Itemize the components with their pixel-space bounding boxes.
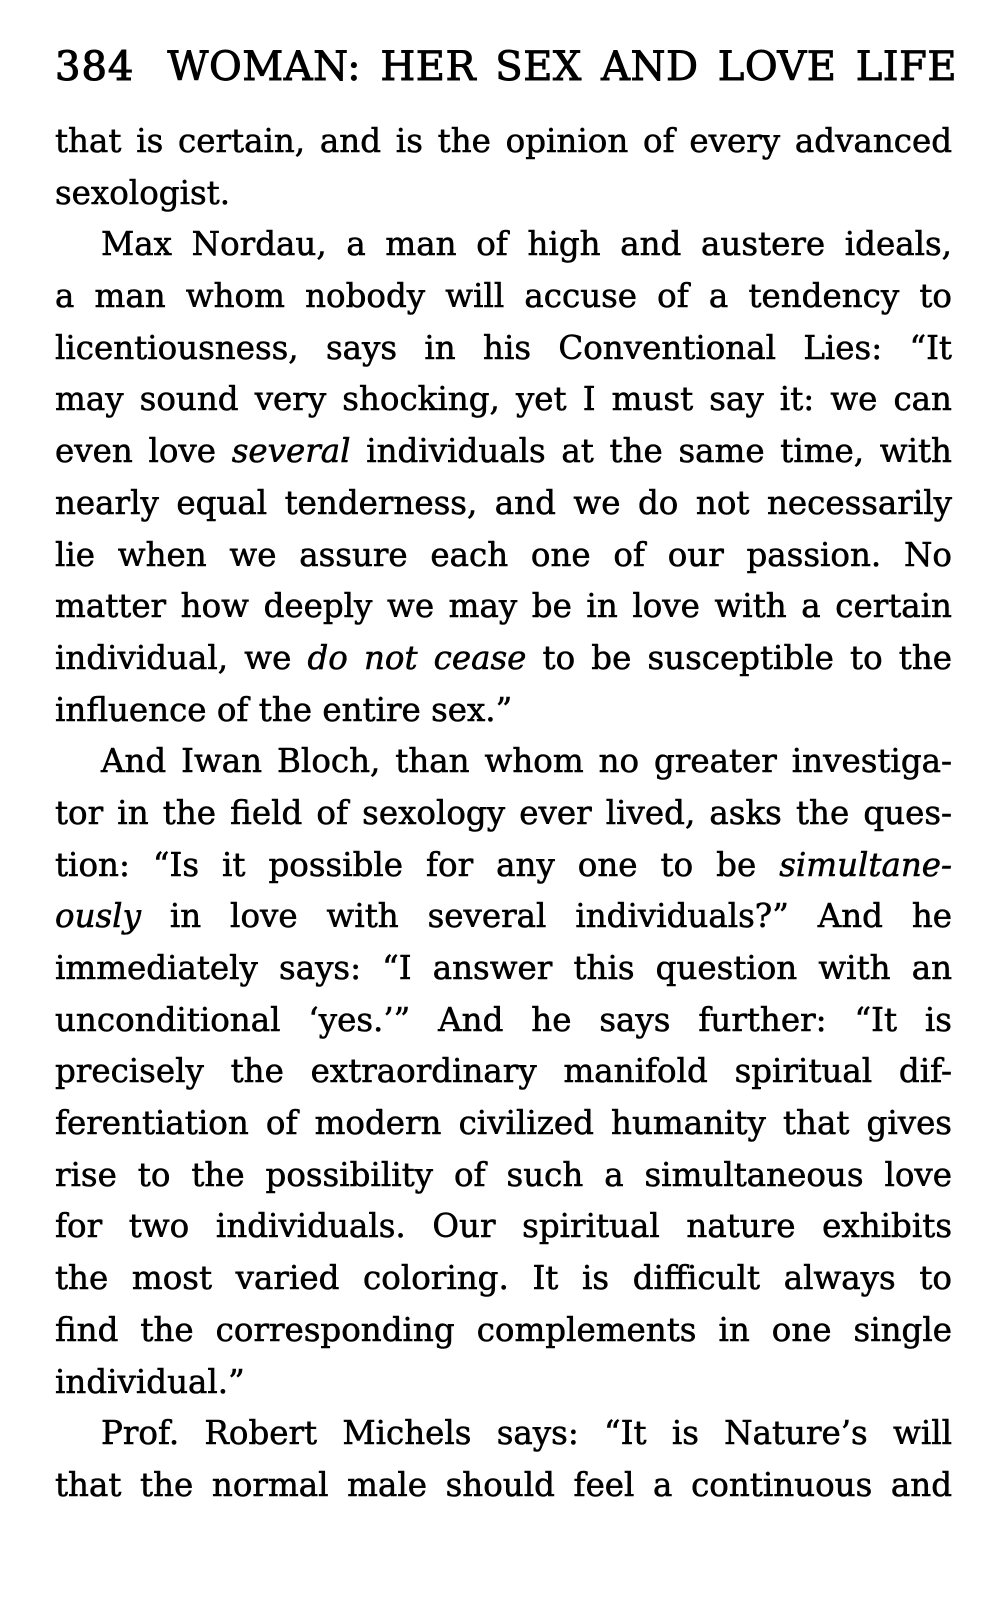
text-segment: may sound very shocking, yet I must say it: we can	[55, 380, 952, 419]
text-line	[55, 788, 952, 840]
text-line	[55, 168, 952, 220]
italic-text-segment: several	[231, 432, 351, 471]
text-line	[55, 1046, 952, 1098]
page-number: 384	[55, 44, 135, 90]
italic-text-segment: simultane-	[779, 845, 952, 884]
text-segment: And Iwan Bloch, than whom no greater investiga-	[101, 742, 952, 781]
text-segment: immediately says: “I answer this question with an	[55, 949, 952, 987]
text-segment: individual.”	[55, 1362, 245, 1401]
text-segment: ferentiation of modern civilized humanity that gives	[55, 1104, 952, 1143]
text-line	[55, 426, 952, 478]
text-segment: even love	[55, 432, 232, 471]
text-segment: to be susceptible to the	[526, 638, 952, 677]
italic-text-segment: ously	[55, 897, 141, 936]
text-line	[55, 1305, 952, 1357]
text-segment: sexologist.	[55, 173, 231, 212]
text-segment: in love with several individuals?” And he	[140, 897, 952, 936]
text-line	[55, 323, 952, 375]
text-segment: tor in the field of sexology ever lived, asks the ques-	[55, 793, 952, 832]
text-line	[55, 374, 952, 426]
text-segment: rise to the possibility of such a simultaneous love	[55, 1155, 952, 1194]
text-segment: licentiousness, says in his Conventional Lies: “It	[55, 328, 952, 367]
text-line	[55, 478, 952, 530]
text-segment: precisely the extraordinary manifold spiritual dif-	[55, 1052, 952, 1091]
text-segment: that is certain, and is the opinion of every advanced	[55, 122, 952, 160]
text-segment: lie when we assure each one of our passion. No	[55, 535, 952, 574]
text-line	[55, 1098, 952, 1150]
text-line	[55, 891, 952, 943]
text-line	[55, 736, 952, 788]
text-line	[55, 943, 952, 995]
text-line	[55, 1460, 952, 1512]
text-segment: Max Nordau, a man of high and austere ideals,	[101, 225, 952, 264]
text-segment: for two individuals. Our spiritual nature exhibits	[55, 1207, 952, 1246]
text-line	[55, 1253, 952, 1305]
text-segment: unconditional ‘yes.’” And he says further: “It is	[55, 1000, 952, 1039]
running-title: WOMAN: HER SEX AND LOVE LIFE	[167, 44, 958, 90]
italic-text-segment: do not cease	[307, 638, 527, 677]
text-line	[55, 1150, 952, 1202]
text-block	[55, 116, 952, 1512]
text-segment: matter how deeply we may be in love with a certain	[55, 587, 952, 626]
text-line	[55, 116, 952, 168]
text-segment: influence of the entire sex.”	[55, 690, 513, 729]
text-line	[55, 1357, 952, 1409]
text-line	[55, 995, 952, 1047]
text-line	[55, 581, 952, 633]
text-segment: individuals at the same time, with	[350, 432, 952, 471]
text-line	[55, 271, 952, 323]
text-segment: nearly equal tenderness, and we do not necessarily	[55, 483, 952, 522]
page-header	[55, 44, 958, 90]
text-segment: Prof. Robert Michels says: “It is Nature’s will	[101, 1414, 952, 1453]
text-line	[55, 1408, 952, 1460]
text-segment: a man whom nobody will accuse of a tendency to	[55, 277, 952, 316]
text-segment: tion: “Is it possible for any one to be	[55, 845, 780, 884]
text-line	[55, 219, 952, 271]
text-segment: that the normal male should feel a continuous and	[55, 1465, 952, 1504]
text-line	[55, 840, 952, 892]
text-segment: individual, we	[55, 638, 308, 677]
text-line	[55, 530, 952, 582]
text-line	[55, 633, 952, 685]
text-segment: find the corresponding complements in one single	[55, 1310, 952, 1349]
text-line	[55, 685, 952, 737]
text-segment: the most varied coloring. It is difficult always to	[55, 1259, 952, 1298]
text-line	[55, 1201, 952, 1253]
